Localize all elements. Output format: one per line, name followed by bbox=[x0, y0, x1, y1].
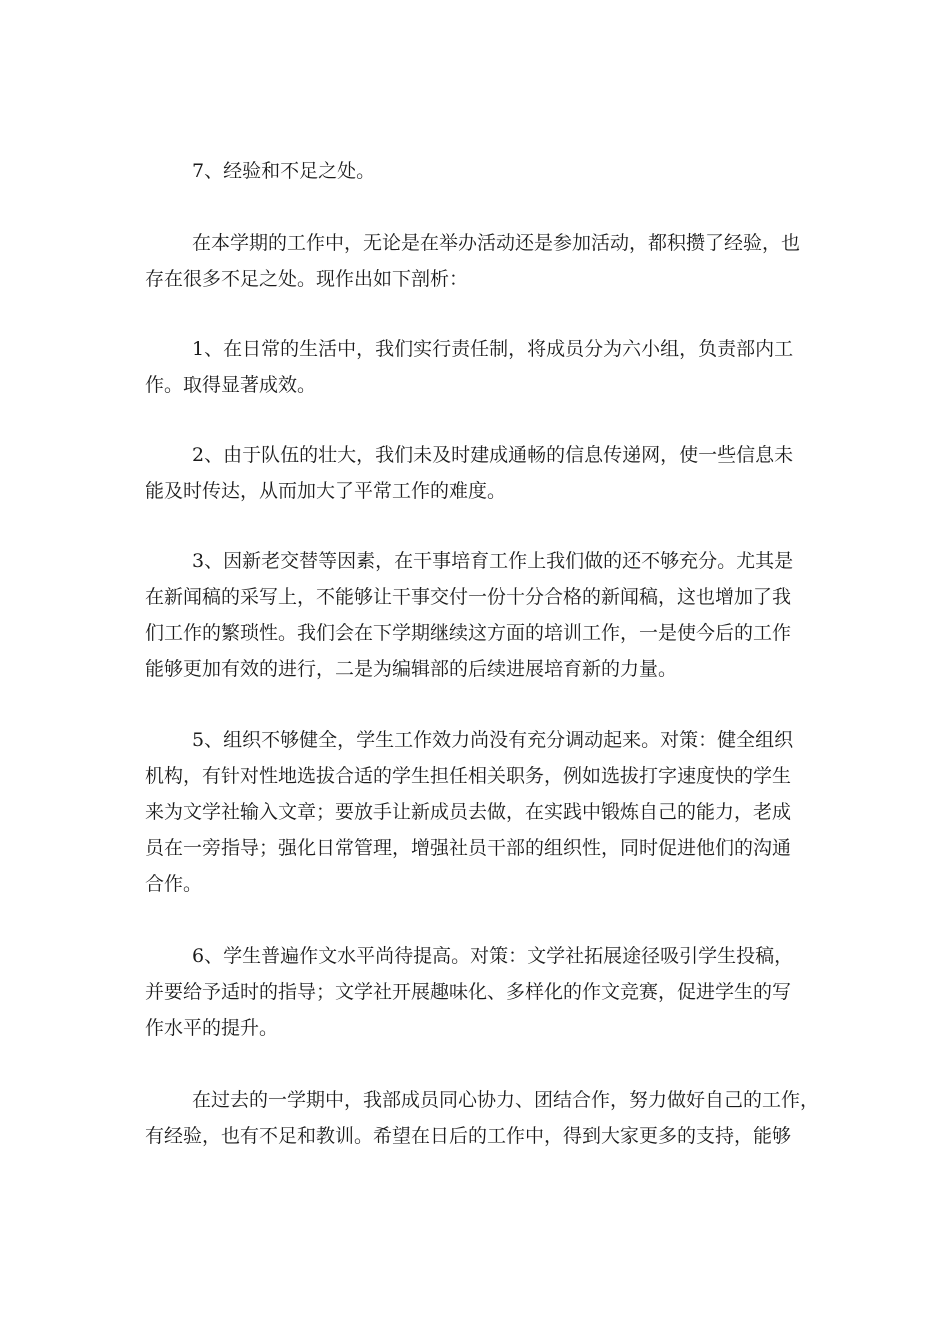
text-line: 1、在日常的生活中，我们实行责任制，将成员分为六小组，负责部内工 bbox=[192, 338, 794, 360]
text-line: 合作。 bbox=[145, 873, 203, 895]
paragraph-intro bbox=[145, 225, 825, 297]
text-line: 2、由于队伍的壮大，我们未及时建成通畅的信息传递网，使一些信息未 bbox=[192, 444, 794, 466]
text-line: 并要给予适时的指导；文学社开展趣味化、多样化的作文竞赛，促进学生的写 bbox=[145, 981, 792, 1003]
text-line: 能够更加有效的进行，二是为编辑部的后续进展培育新的力量。 bbox=[145, 658, 678, 680]
text-line: 员在一旁指导；强化日常管理，增强社员干部的组织性，同时促进他们的沟通 bbox=[145, 837, 792, 859]
text-line: 在新闻稿的采写上，不能够让干事交付一份十分合格的新闻稿，这也增加了我 bbox=[145, 586, 792, 608]
text-line: 7、经验和不足之处。 bbox=[192, 160, 376, 182]
text-line: 3、因新老交替等因素，在干事培育工作上我们做的还不够充分。尤其是 bbox=[192, 550, 794, 572]
paragraph-item-1 bbox=[145, 331, 825, 403]
paragraph-experience-heading bbox=[145, 153, 825, 189]
text-line: 来为文学社输入文章；要放手让新成员去做，在实践中锻炼自己的能力，老成 bbox=[145, 801, 792, 823]
text-line: 存在很多不足之处。现作出如下剖析： bbox=[145, 268, 469, 290]
paragraph-summary bbox=[145, 1082, 825, 1154]
text-line: 在本学期的工作中，无论是在举办活动还是参加活动，都积攒了经验，也 bbox=[192, 232, 801, 254]
text-line: 能及时传达，从而加大了平常工作的难度。 bbox=[145, 480, 507, 502]
text-line: 们工作的繁琐性。我们会在下学期继续这方面的培训工作，一是使今后的工作 bbox=[145, 622, 792, 644]
text-line: 有经验，也有不足和教训。希望在日后的工作中，得到大家更多的支持，能够 bbox=[145, 1125, 792, 1147]
text-line: 作。取得显著成效。 bbox=[145, 374, 317, 396]
paragraph-item-5 bbox=[145, 722, 825, 902]
text-line: 作水平的提升。 bbox=[145, 1017, 279, 1039]
paragraph-item-2 bbox=[145, 437, 825, 509]
text-line: 机构，有针对性地选拔合适的学生担任相关职务，例如选拔打字速度快的学生 bbox=[145, 765, 792, 787]
text-line: 在过去的一学期中，我部成员同心协力、团结合作，努力做好自己的工作， bbox=[192, 1089, 820, 1111]
paragraph-item-3 bbox=[145, 543, 825, 687]
text-line: 5、组织不够健全，学生工作效力尚没有充分调动起来。对策：健全组织 bbox=[192, 729, 794, 751]
paragraph-item-6 bbox=[145, 938, 825, 1046]
text-line: 6、学生普遍作文水平尚待提高。对策：文学社拓展途径吸引学生投稿， bbox=[192, 945, 794, 967]
